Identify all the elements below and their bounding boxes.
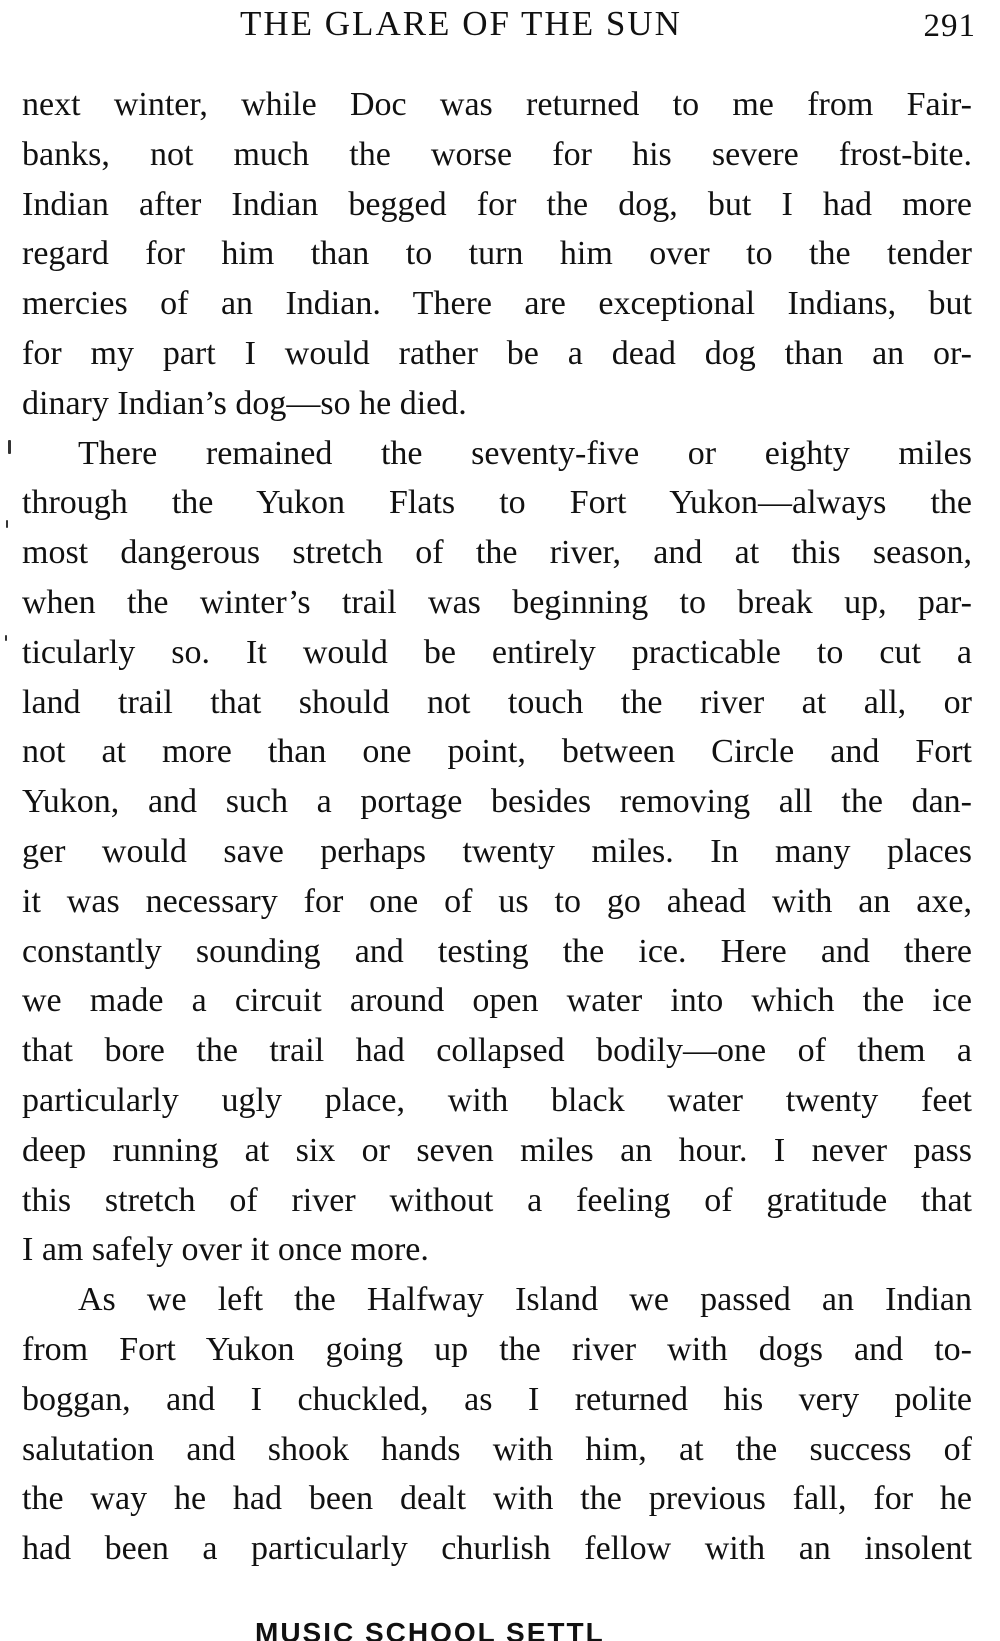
text-line: particularly ugly place, with black water twenty feet xyxy=(22,1081,972,1119)
text-line: most dangerous stretch of the river, and at this season, xyxy=(22,534,972,572)
library-stamp: MUSIC SCHOOL SETTL xyxy=(255,1617,605,1641)
running-title: THE GLARE OF THE SUN xyxy=(240,4,682,43)
paragraph xyxy=(22,80,972,429)
text-line: it was necessary for one of us to go ahead with an axe, xyxy=(22,882,972,920)
text-line: deep running at six or seven miles an hour. I never pass xyxy=(22,1131,972,1169)
paragraph xyxy=(22,429,972,1276)
text-line: this stretch of river without a feeling of gratitude that xyxy=(22,1181,972,1219)
text-line: not at more than one point, between Circle and Fort xyxy=(22,733,972,771)
paragraph xyxy=(22,1275,972,1574)
text-line: As we left the Halfway Island we passed an Indian xyxy=(78,1281,972,1319)
text-line: next winter, while Doc was returned to me from Fair- xyxy=(22,86,972,123)
body-text xyxy=(22,80,972,1574)
page-number: 291 xyxy=(923,8,976,44)
text-line: for my part I would rather be a dead dog than an or- xyxy=(22,334,972,372)
text-line: we made a circuit around open water into which the ice xyxy=(22,982,972,1020)
running-head xyxy=(0,4,1000,44)
text-line: regard for him than to turn him over to the tender xyxy=(22,235,972,273)
text-line: There remained the seventy-five or eighty miles xyxy=(78,434,972,472)
text-line: that bore the trail had collapsed bodily—one of them a xyxy=(22,1032,972,1070)
text-line: the way he had been dealt with the previous fall, for he xyxy=(22,1480,972,1518)
text-line: ger would save perhaps twenty miles. In many places xyxy=(22,832,972,870)
text-line: land trail that should not touch the river at all, or xyxy=(22,683,972,721)
scan-speck xyxy=(8,440,11,454)
text-line: from Fort Yukon going up the river with dogs and to- xyxy=(22,1330,972,1368)
text-line: boggan, and I chuckled, as I returned his very polite xyxy=(22,1380,972,1418)
scan-speck xyxy=(6,520,8,528)
text-line: dinary Indian’s dog—so he died. xyxy=(22,384,467,422)
text-line: mercies of an Indian. There are exceptional Indians, but xyxy=(22,285,972,323)
text-line: when the winter’s trail was beginning to break up, par- xyxy=(22,583,972,621)
text-line: through the Yukon Flats to Fort Yukon—always the xyxy=(22,484,972,522)
text-line: constantly sounding and testing the ice. Here and there xyxy=(22,932,972,970)
text-line: Yukon, and such a portage besides removing all the dan- xyxy=(22,783,972,821)
text-line: ticularly so. It would be entirely practicable to cut a xyxy=(22,633,972,671)
text-line: had been a particularly churlish fellow with an insolent xyxy=(22,1530,972,1568)
text-line: salutation and shook hands with him, at the success of xyxy=(22,1430,972,1468)
text-line: banks, not much the worse for his severe frost-bite. xyxy=(22,135,972,173)
text-line: Indian after Indian begged for the dog, but I had more xyxy=(22,185,972,223)
scan-speck xyxy=(5,635,7,641)
text-line: I am safely over it once more. xyxy=(22,1231,429,1269)
